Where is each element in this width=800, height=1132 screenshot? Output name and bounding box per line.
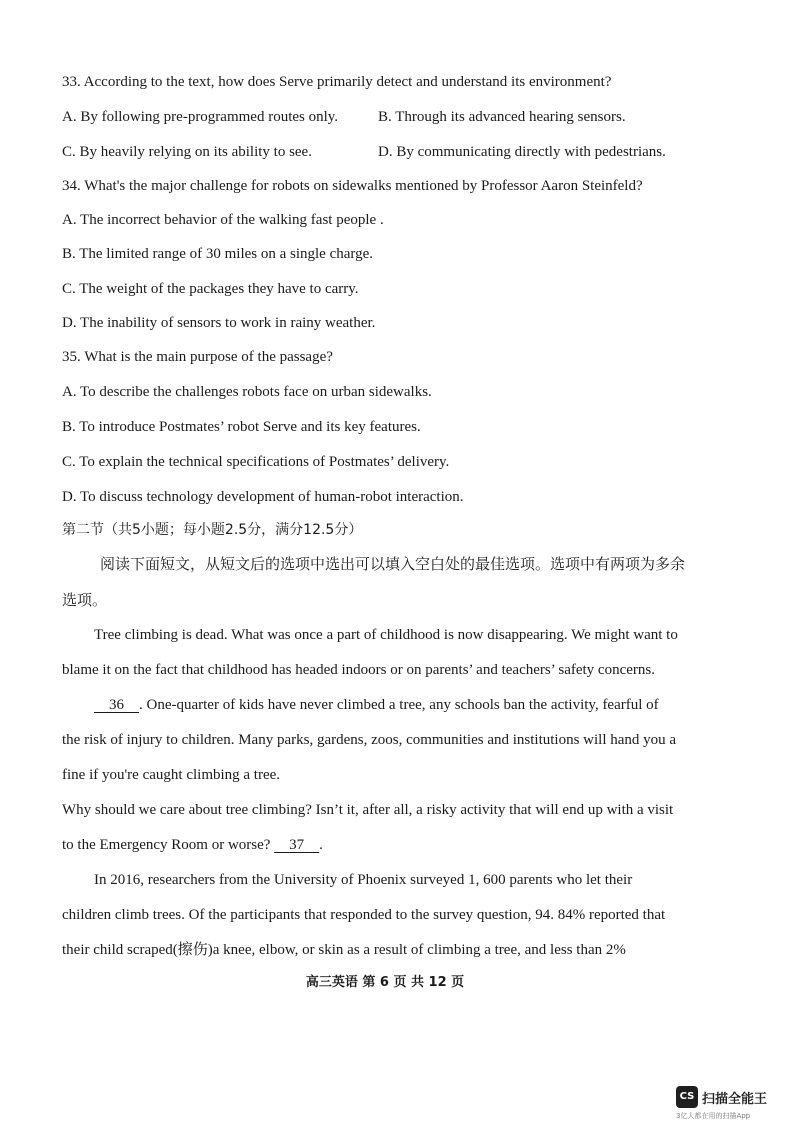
passage-p2-line-1	[94, 695, 659, 715]
passage-p2-line-1-rest: . One-quarter of kids have never climbed a tree, any schools ban the activity, fearful of	[139, 697, 659, 713]
question-34-option-b: B. The limited range of 30 miles on a single charge.	[62, 246, 374, 262]
watermark-app-name: 扫描全能王	[702, 1092, 768, 1107]
question-35-option-d: D. To discuss technology development of human-robot interaction.	[62, 489, 464, 505]
camscanner-logo-icon: CS	[676, 1086, 698, 1108]
question-33-option-b: B. Through its advanced hearing sensors.	[378, 109, 626, 125]
question-33-options-row-1	[62, 107, 742, 127]
question-34-option-d: D. The inability of sensors to work in rainy weather.	[62, 315, 376, 331]
passage-p3-line-2	[62, 835, 323, 855]
scanner-watermark	[676, 1086, 786, 1120]
blank-37-number: 37	[289, 837, 305, 853]
question-35-option-b: B. To introduce Postmates’ robot Serve and its key features.	[62, 419, 421, 435]
blank-36-number: 36	[109, 697, 124, 713]
passage-p3-line-2-text: to the Emergency Room or worse?	[62, 837, 271, 853]
question-35-stem: 35. What is the main purpose of the passage?	[62, 349, 333, 365]
section-instruction-line-1: 阅读下面短文，从短文后的选项中选出可以填入空白处的最佳选项。选项中有两项为多余	[100, 555, 686, 573]
page-footer: 高三英语 第 6 页 共 12 页	[305, 975, 465, 990]
section-instruction-line-2: 选项。	[62, 591, 108, 609]
question-33-option-a: A. By following pre-programmed routes only.	[62, 109, 339, 125]
passage-p1-line-1: Tree climbing is dead. What was once a part of childhood is now disappearing. We might want to	[94, 627, 678, 643]
question-34-option-c: C. The weight of the packages they have to carry.	[62, 281, 359, 297]
passage-p2-line-3: fine if you're caught climbing a tree.	[62, 767, 281, 783]
passage-p3-line-1: Why should we care about tree climbing? Isn’t it, after all, a risky activity that will end up with a visit	[62, 802, 674, 818]
passage-p3-line-2-end: .	[319, 837, 323, 853]
section-heading: 第二节（共5小题；每小题2.5分，满分12.5分）	[62, 522, 363, 538]
question-34-stem: 34. What's the major challenge for robots on sidewalks mentioned by Professor Aaron Steinfeld?	[62, 178, 643, 194]
passage-p2-line-2: the risk of injury to children. Many parks, gardens, zoos, communities and institutions will hand you a	[62, 732, 677, 748]
watermark-tagline: 3亿人都在用的扫描App	[676, 1112, 751, 1120]
question-35-option-c: C. To explain the technical specifications of Postmates’ delivery.	[62, 454, 450, 470]
passage-p1-line-2: blame it on the fact that childhood has headed indoors or on parents’ and teachers’ safety concerns.	[62, 662, 655, 678]
question-33-stem: 33. According to the text, how does Serve primarily detect and understand its environment?	[62, 74, 612, 90]
question-33-option-d: D. By communicating directly with pedestrians.	[378, 144, 666, 160]
question-35-option-a: A. To describe the challenges robots face on urban sidewalks.	[62, 384, 432, 400]
question-33-options-row-2	[62, 142, 742, 162]
question-33-option-c: C. By heavily relying on its ability to see.	[62, 144, 312, 160]
blank-37	[274, 835, 319, 855]
passage-p4-line-2: children climb trees. Of the participants that responded to the survey question, 94. 84% reported that	[62, 907, 666, 923]
blank-36	[94, 695, 139, 715]
passage-p4-line-3: their child scraped(擦伤)a knee, elbow, or skin as a result of climbing a tree, and less than 2%	[62, 942, 626, 958]
question-34-option-a: A. The incorrect behavior of the walking fast people .	[62, 212, 384, 228]
passage-p4-line-1: In 2016, researchers from the University of Phoenix surveyed 1, 600 parents who let their	[94, 872, 633, 888]
